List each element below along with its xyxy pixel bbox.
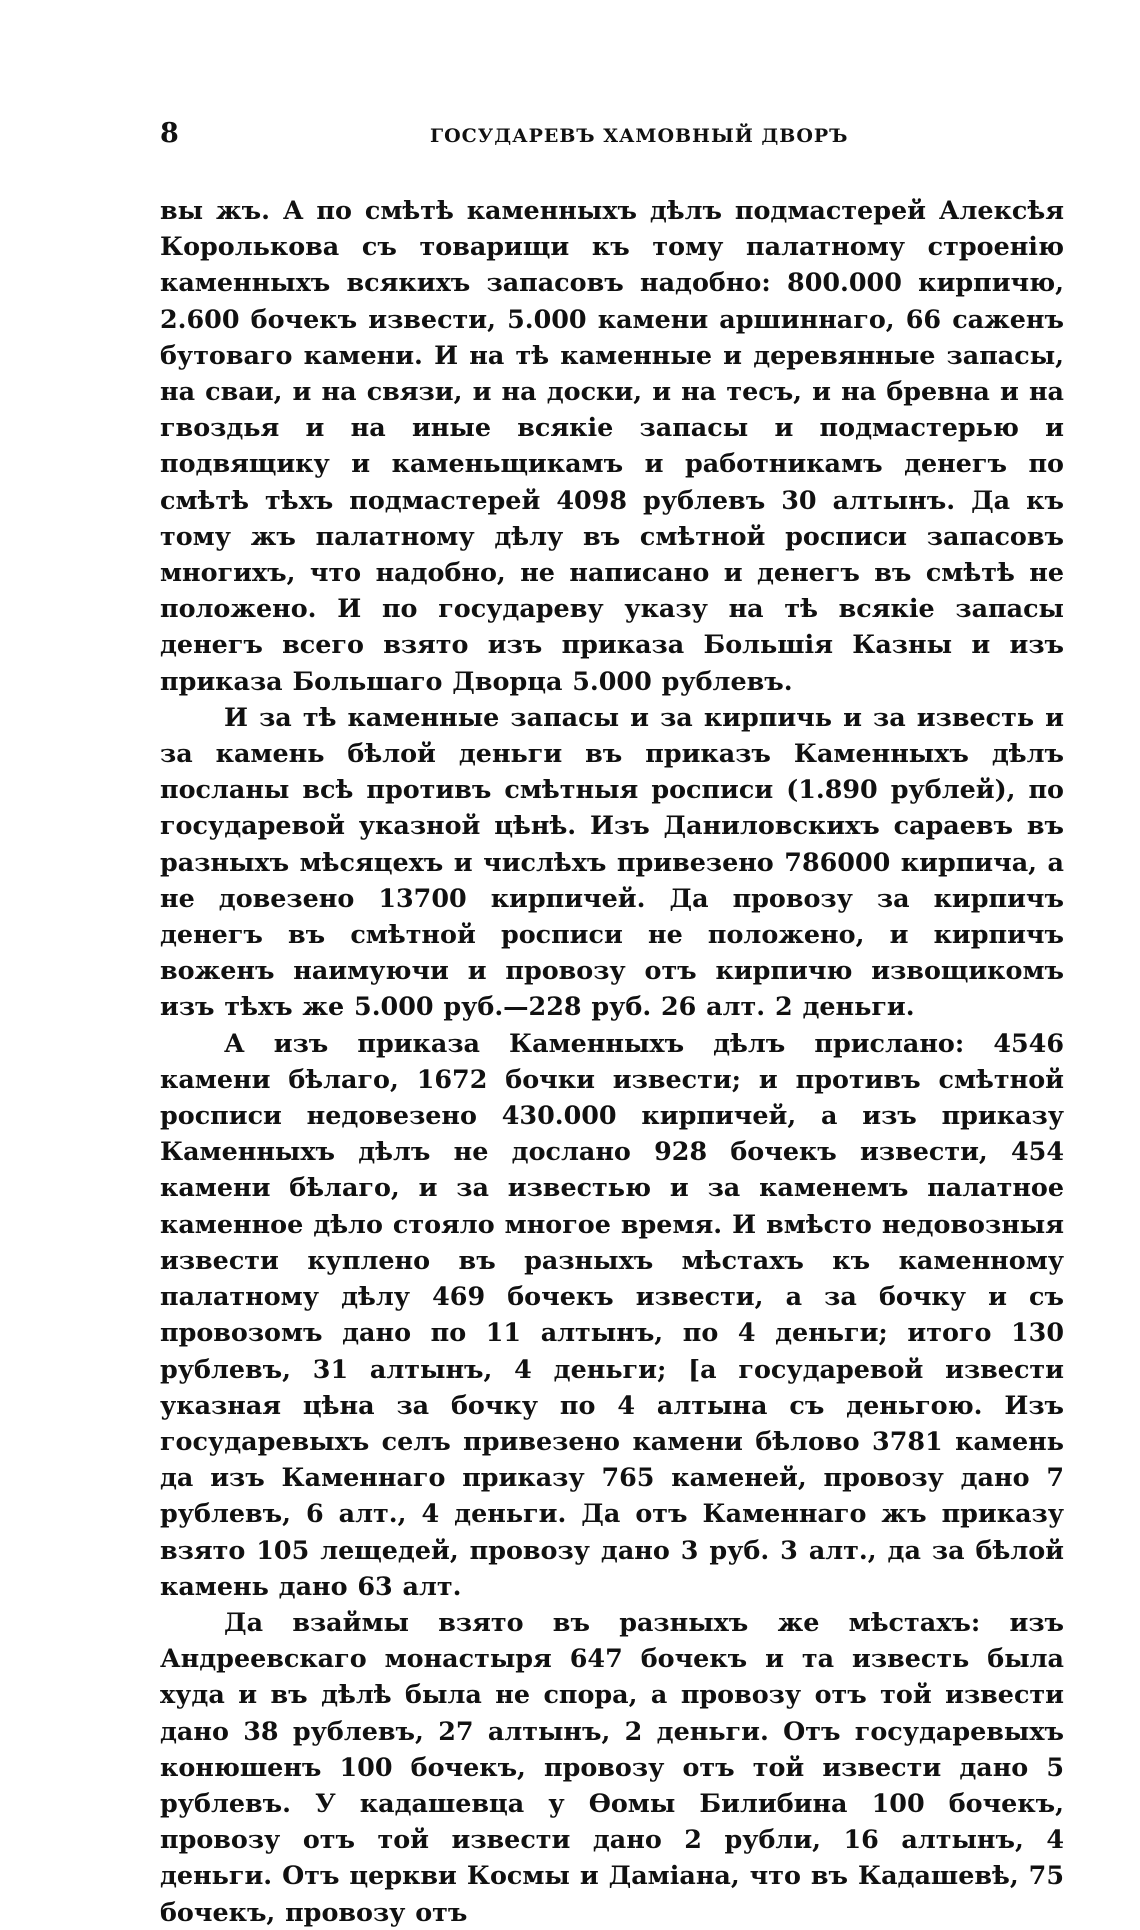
body-text <box>160 192 1064 1930</box>
paragraph: И за тѣ каменные запасы и за кирпичь и за известь и за камень бѣлой деньги въ приказъ Каменныхъ дѣлъ посланы всѣ противъ смѣтныя росписи (1.890 рублей), по государевой указной цѣнѣ. Изъ Даниловскихъ сараевъ въ разныхъ мѣсяцехъ и числѣхъ привезено 786000 кирпича, а не довезено 13700 кирпичей. Да провозу за кирпичъ денегъ въ смѣтной росписи не положено, и кирпичъ воженъ наимуючи и провозу отъ кирпичю извощикомъ изъ тѣхъ же 5.000 руб.—228 руб. 26 алт. 2 деньги. <box>160 701 1064 1022</box>
paragraph: А изъ приказа Каменныхъ дѣлъ прислано: 4546 камени бѣлаго, 1672 бочки извести; и противъ смѣтной росписи недовезено 430.000 кирпичей, а изъ приказу Каменныхъ дѣлъ не дослано 928 бочекъ извести, 454 камени бѣлаго, и за известью и за каменемъ палатное каменное дѣло стояло многое время. И вмѣсто недовозныя извести куплено въ разныхъ мѣстахъ къ каменному палатному дѣлу 469 бочекъ извести, а за бочку и съ провозомъ дано по 11 алтынъ, по 4 деньги; итого 130 рублевъ, 31 алтынъ, 4 деньги; [а государевой извести указная цѣна за бочку по 4 алтына съ деньгою. Изъ государевыхъ селъ привезено камени бѣлово 3781 камень да изъ Каменнаго приказу 765 каменей, провозу дано 7 рублевъ, 6 алт., 4 деньги. Да отъ Каменнаго жъ приказу взято 105 лещедей, провозу дано 3 руб. 3 алт., да за бѣлой камень дано 63 алт. <box>160 1027 1064 1601</box>
book-page <box>160 118 1064 1930</box>
running-title: ГОСУДАРЕВЪ ХАМОВНЫЙ ДВОРЪ <box>430 125 849 147</box>
page-number: 8 <box>160 118 179 149</box>
paragraph: Да взаймы взято въ разныхъ же мѣстахъ: изъ Андреевскаго монастыря 647 бочекъ и та известь была худа и въ дѣлѣ была не спора, а провозу отъ той извести дано 38 рублевъ, 27 алтынъ, 2 деньги. Отъ государевыхъ конюшенъ 100 бочекъ, провозу отъ той извести дано 5 рублевъ. У кадашевца у Ѳомы Билибина 100 бочекъ, провозу отъ той извести дано 2 рубли, 16 алтынъ, 4 деньги. Отъ церкви Космы и Даміана, что въ Кадашевѣ, 75 бочекъ, провозу отъ <box>160 1606 1064 1927</box>
running-head <box>160 118 1064 158</box>
paragraph-continuation: вы жъ. А по смѣтѣ каменныхъ дѣлъ подмастерей Алексѣя Королькова съ товарищи къ тому палатному строенію каменныхъ всякихъ запасовъ надобно: 800.000 кирпичю, 2.600 бочекъ извести, 5.000 камени аршиннаго, 66 саженъ бутоваго камени. И на тѣ каменные и деревянные запасы, на сваи, и на связи, и на доски, и на тесъ, и на бревна и на гвоздья и на иные всякіе запасы и подмастерью и подвящику и каменьщикамъ и работникамъ денегъ по смѣтѣ тѣхъ подмастерей 4098 рублевъ 30 алтынъ. Да къ тому жъ палатному дѣлу въ смѣтной росписи запасовъ многихъ, что надобно, не написано и денегъ въ смѣтѣ не положено. И по государеву указу на тѣ всякіе запасы денегъ всего взято изъ приказа Большія Казны и изъ приказа Большаго Дворца 5.000 рублевъ. <box>160 195 1064 696</box>
